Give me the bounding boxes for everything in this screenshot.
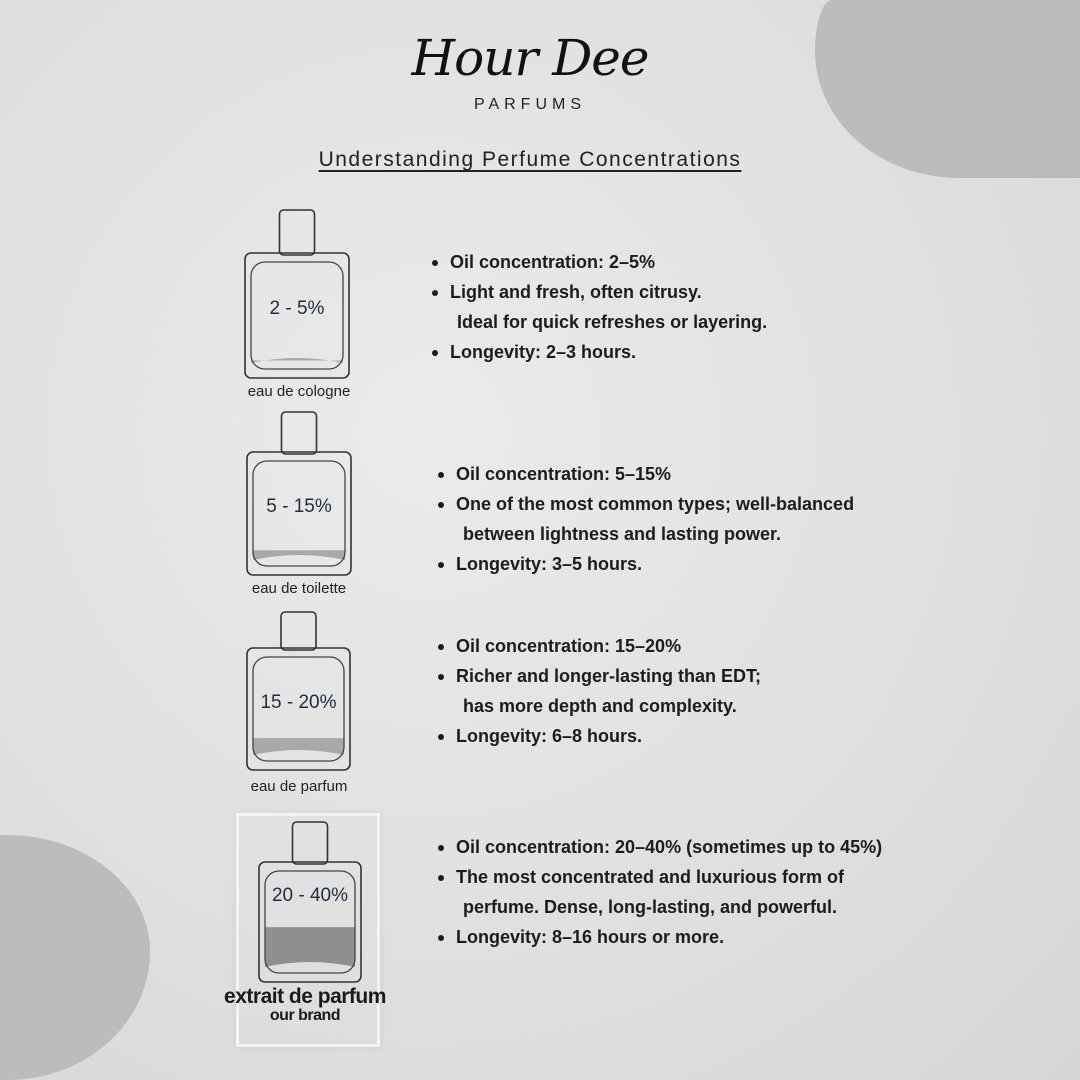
bottle-liquid: [253, 738, 344, 755]
perfume-bottle-illustration: [258, 820, 362, 984]
bullet-point: Longevity: 3–5 hours.: [436, 549, 854, 579]
logo-wordmark: Hour Dee: [411, 29, 649, 87]
perfume-type-label: eau de cologne: [247, 383, 351, 400]
concentration-range: 2 - 5%: [269, 298, 325, 320]
concentration-description: [436, 459, 854, 579]
bullet-point: One of the most common types; well-balanced: [436, 489, 854, 519]
bullet-point: Oil concentration: 15–20%: [436, 631, 761, 661]
bottle-liquid: [253, 550, 345, 560]
concentration-description: [436, 631, 761, 751]
concentration-range: 20 - 40%: [271, 884, 349, 906]
brand-logo: [380, 28, 680, 114]
bottle-liquid: [251, 358, 343, 363]
bullet-point: Oil concentration: 5–15%: [436, 459, 854, 489]
perfume-type-label: eau de toilette: [251, 580, 347, 597]
bottle-cap: [282, 412, 317, 454]
bullet-point: Richer and longer-lasting than EDT;: [436, 661, 761, 691]
bottle-liquid: [265, 927, 355, 967]
bullet-point: Oil concentration: 20–40% (sometimes up to 45%): [436, 832, 882, 862]
perfume-bottle-illustration: [246, 410, 352, 577]
bottle-cap: [293, 822, 328, 864]
bullet-continuation: perfume. Dense, long-lasting, and powerful.: [463, 897, 838, 917]
bottle-cap: [281, 612, 316, 650]
perfume-type-label: extrait de parfum: [224, 985, 386, 1008]
bullet-point: Longevity: 8–16 hours or more.: [436, 922, 882, 952]
perfume-bottle-illustration: [244, 208, 350, 380]
bullet-point: Longevity: 6–8 hours.: [436, 721, 761, 751]
perfume-type-label: eau de parfum: [250, 778, 348, 795]
bullet-point: Longevity: 2–3 hours.: [430, 337, 767, 367]
bullet-point: The most concentrated and luxurious form of: [436, 862, 882, 892]
concentration-range: 15 - 20%: [260, 691, 337, 713]
bottle-cap: [280, 210, 315, 255]
bullet-continuation: Ideal for quick refreshes or layering.: [457, 312, 768, 332]
page-title: Understanding Perfume Concentrations: [318, 148, 742, 171]
perfume-bottle-illustration: [246, 610, 351, 772]
logo-subtitle: PARFUMS: [473, 96, 587, 113]
bullet-continuation: has more depth and complexity.: [463, 696, 737, 716]
bullet-point: Oil concentration: 2–5%: [430, 247, 767, 277]
bullet-continuation: between lightness and lasting power.: [463, 524, 782, 544]
our-brand-tag: our brand: [269, 1007, 341, 1024]
decorative-blob: [0, 835, 150, 1080]
concentration-description: [436, 832, 882, 952]
bullet-point: Light and fresh, often citrusy.: [430, 277, 767, 307]
concentration-range: 5 - 15%: [266, 496, 332, 518]
concentration-description: [430, 247, 767, 367]
